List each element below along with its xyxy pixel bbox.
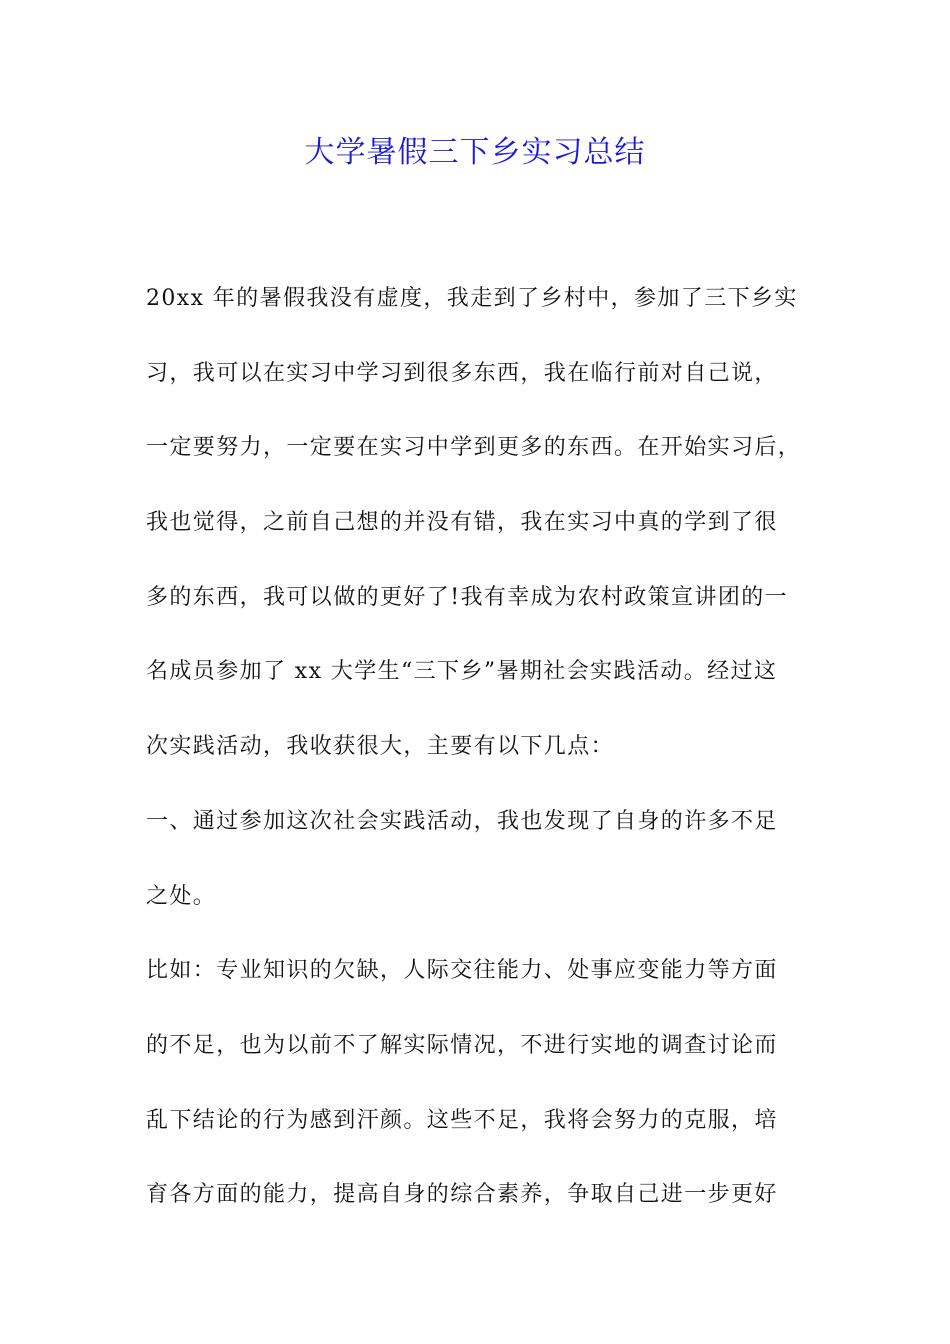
body-line: 习，我可以在实习中学习到很多东西，我在临行前对自己说， (146, 360, 778, 386)
body-line: 多的东西，我可以做的更好了!我有幸成为农村政策宣讲团的一 (146, 584, 789, 610)
document-body (146, 262, 810, 1233)
document-title: 大学暑假三下乡实习总结 (304, 135, 646, 170)
body-line: 一、通过参加这次社会实践活动，我也发现了自身的许多不足 (146, 808, 778, 834)
body-line: 名成员参加了 xx 大学生“三下乡”暑期社会实践活动。经过这 (146, 659, 778, 685)
body-line: 比如：专业知识的欠缺，人际交往能力、处事应变能力等方面 (146, 958, 778, 984)
body-line: 一定要努力，一定要在实习中学到更多的东西。在开始实习后， (146, 435, 802, 461)
body-line: 20xx 年的暑假我没有虚度，我走到了乡村中，参加了三下乡实 (146, 286, 798, 311)
body-line: 我也觉得，之前自己想的并没有错，我在实习中真的学到了很 (146, 510, 778, 536)
body-line: 育各方面的能力，提高自身的综合素养，争取自己进一步更好 (146, 1182, 778, 1208)
body-line: 之处。 (146, 883, 217, 909)
body-line: 次实践活动，我收获很大，主要有以下几点： (146, 734, 615, 760)
body-line: 的不足，也为以前不了解实际情况，不进行实地的调查讨论而 (146, 1032, 778, 1058)
body-line: 乱下结论的行为感到汗颜。这些不足，我将会努力的克服，培 (146, 1107, 778, 1133)
